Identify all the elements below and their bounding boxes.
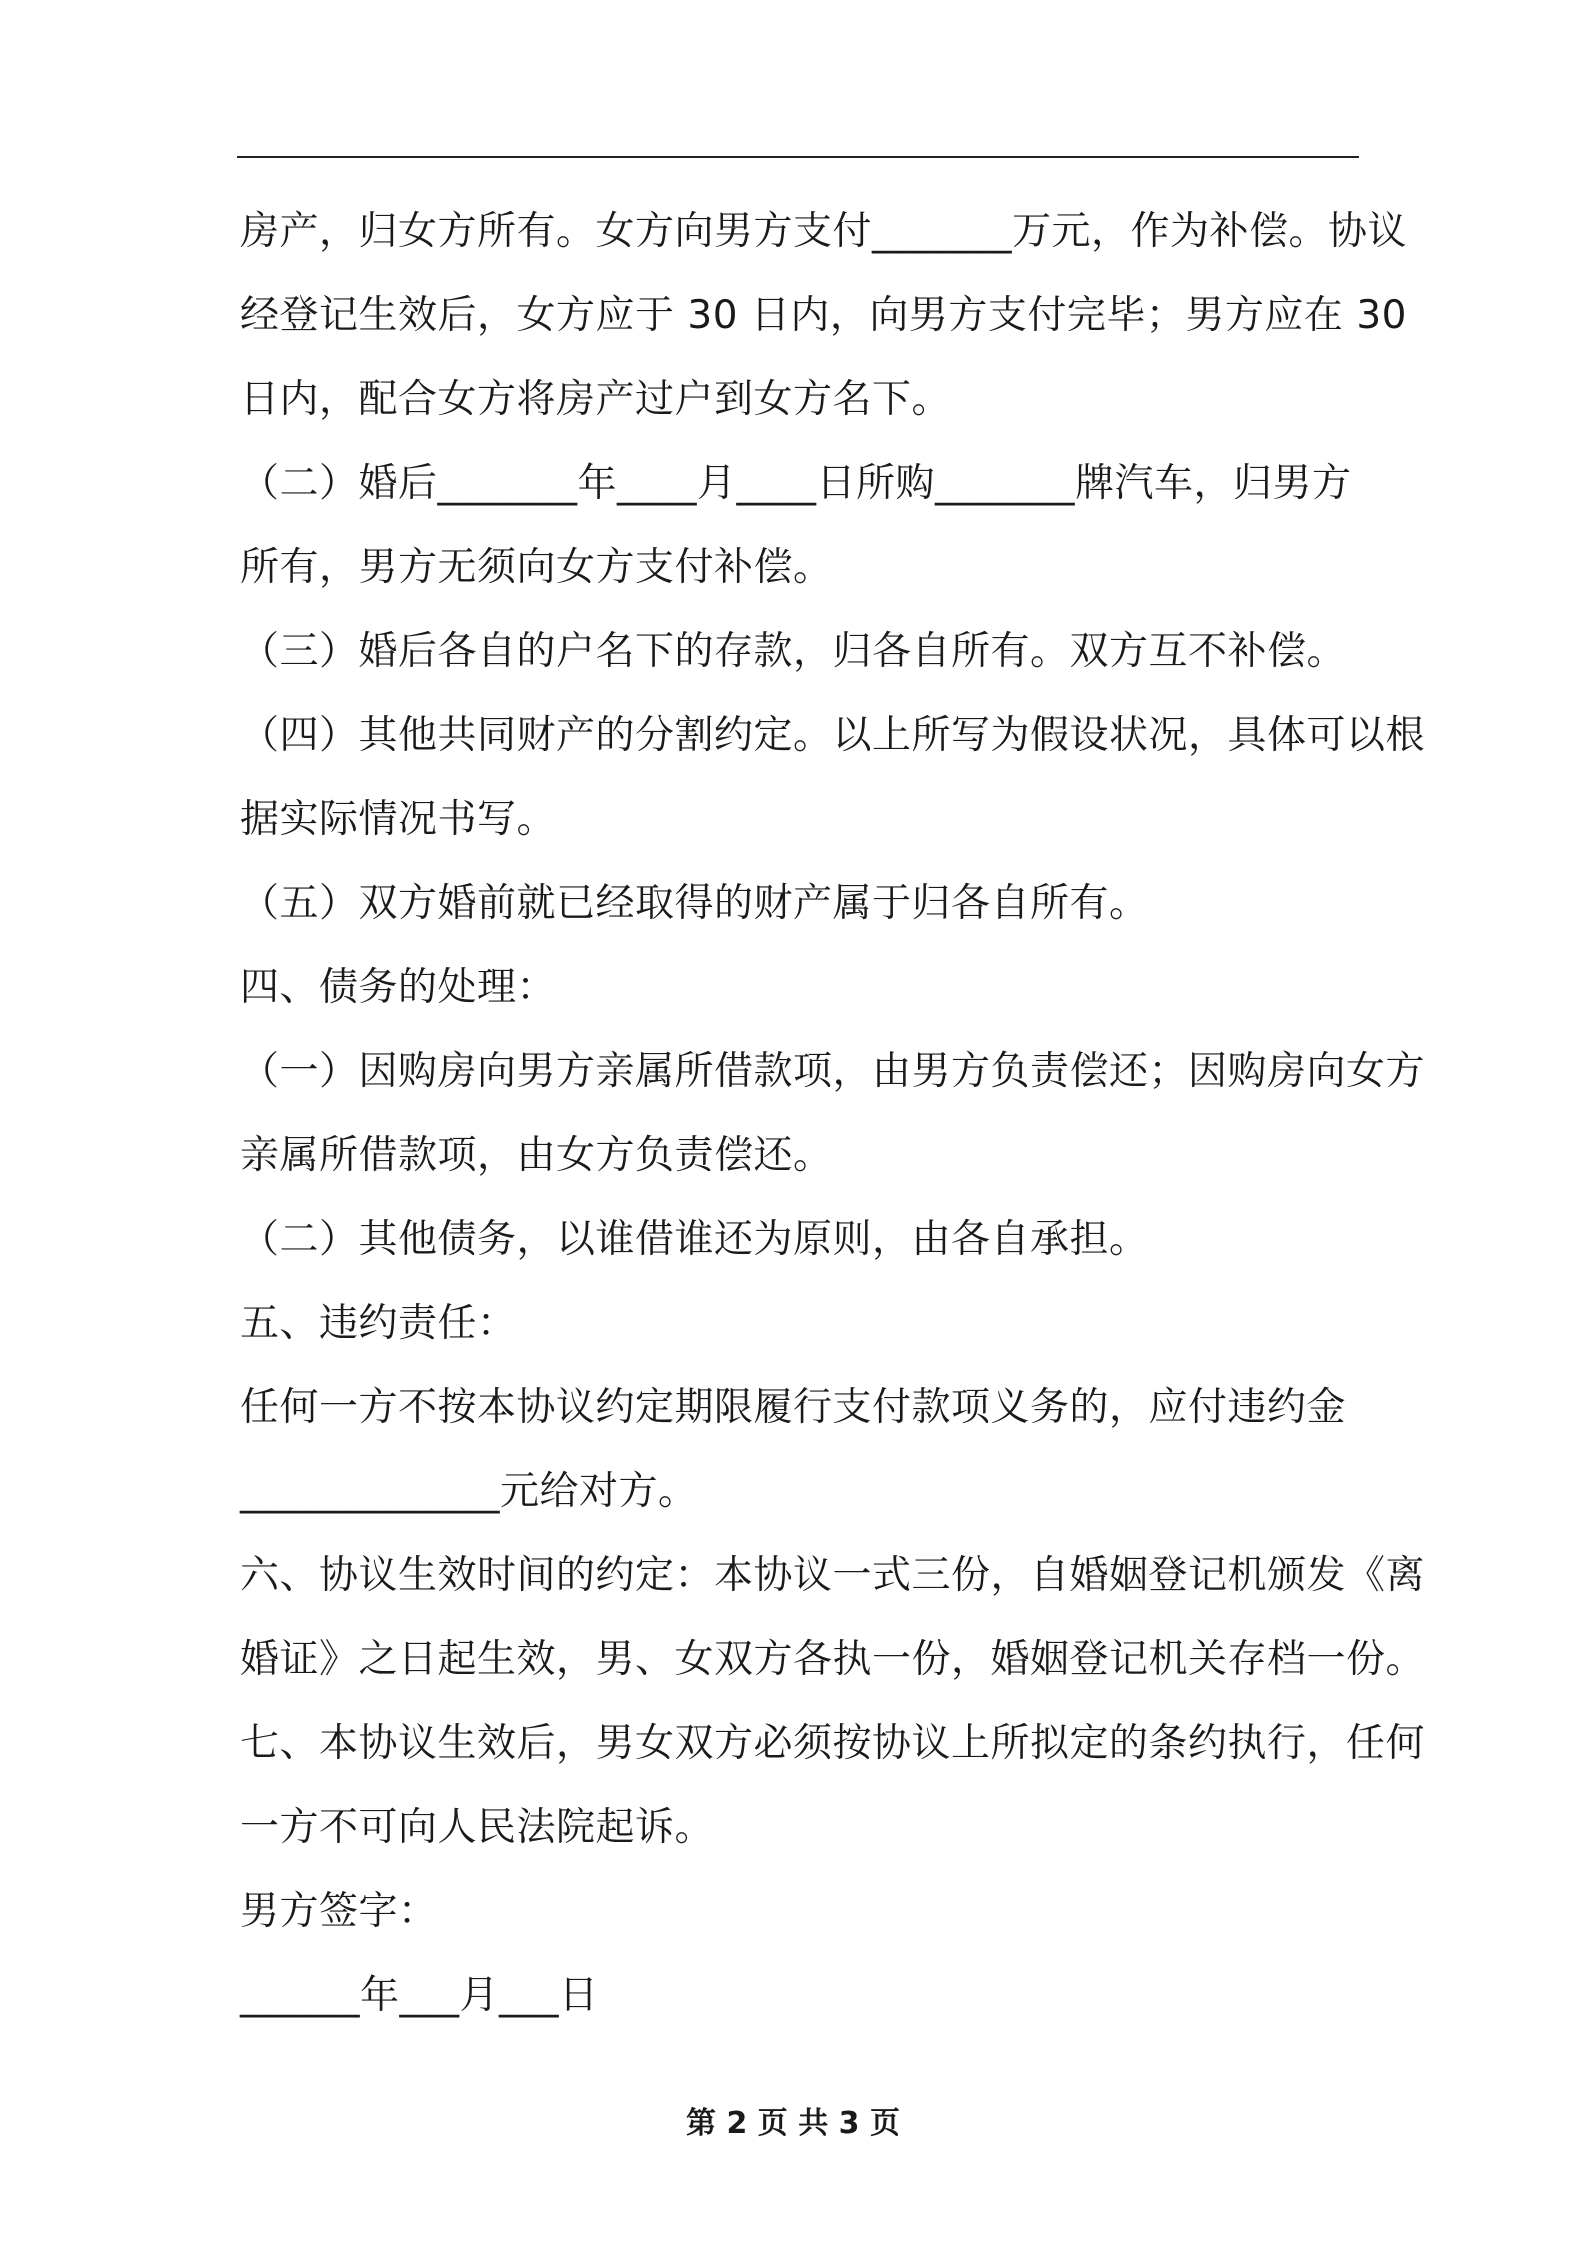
text-line: （五）双方婚前就已经取得的财产属于归各自所有。 [240, 881, 1149, 926]
text-line: 所有，男方无须向女方支付补偿。 [240, 545, 833, 590]
text-line: （一）因购房向男方亲属所借款项，由男方负责偿还；因购房向女方 [240, 1049, 1426, 1094]
header-rule [237, 156, 1359, 158]
text-line: （二）其他债务，以谁借谁还为原则，由各自承担。 [240, 1217, 1149, 1262]
text-line: （二）婚后_______年____月____日所购_______牌汽车，归男方 [240, 461, 1352, 506]
text-line: 亲属所借款项，由女方负责偿还。 [240, 1133, 833, 1178]
text-line: 任何一方不按本协议约定期限履行支付款项义务的，应付违约金 [240, 1385, 1347, 1430]
page-number-footer: 第 2 页 共 3 页 [686, 2106, 900, 2141]
text-line: 日内，配合女方将房产过户到女方名下。 [240, 377, 952, 422]
text-line: 房产，归女方所有。女方向男方支付_______万元，作为补偿。协议 [240, 209, 1408, 254]
text-line: _____________元给对方。 [240, 1469, 698, 1514]
date-line: ______年___月___日 [240, 1973, 599, 2018]
text-line: 经登记生效后，女方应于 30 日内，向男方支付完毕；男方应在 30 [240, 293, 1407, 338]
signature-label: 男方签字： [240, 1889, 438, 1934]
text-line: 据实际情况书写。 [240, 797, 557, 842]
text-line: 婚证》之日起生效，男、女双方各执一份，婚姻登记机关存档一份。 [240, 1637, 1426, 1682]
text-line: （四）其他共同财产的分割约定。以上所写为假设状况，具体可以根 [240, 713, 1426, 758]
text-line: 六、协议生效时间的约定：本协议一式三份，自婚姻登记机颁发《离 [240, 1553, 1426, 1598]
text-line: （三）婚后各自的户名下的存款，归各自所有。双方互不补偿。 [240, 629, 1347, 674]
section-heading: 四、债务的处理： [240, 965, 557, 1010]
text-line: 一方不可向人民法院起诉。 [240, 1805, 715, 1850]
section-heading: 五、违约责任： [240, 1301, 517, 1346]
document-body [240, 190, 1426, 2038]
text-line: 七、本协议生效后，男女双方必须按协议上所拟定的条约执行，任何 [240, 1721, 1426, 1766]
